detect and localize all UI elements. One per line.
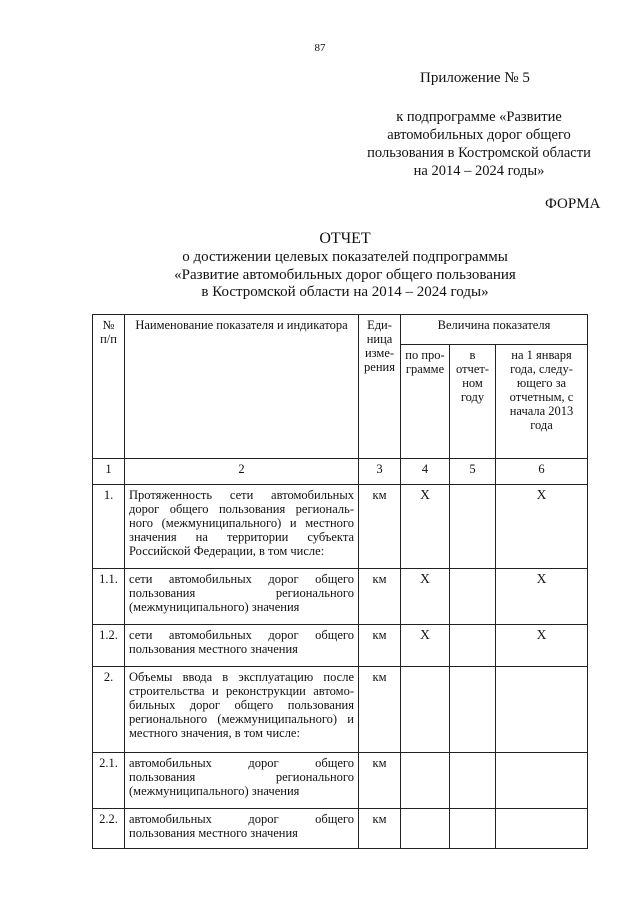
row-in-period [450,569,496,625]
column-number: 6 [496,459,588,485]
header-num: № п/п [93,315,125,459]
header-by-program: по про-грамме [401,345,450,459]
row-in-period [450,809,496,849]
row-in-period [450,625,496,667]
column-number: 5 [450,459,496,485]
column-number: 4 [401,459,450,485]
row-on-jan1 [496,809,588,849]
row-name: автомобильных дорог общего пользования местного значения [125,809,359,849]
row-in-period [450,485,496,569]
report-subtitle [0,249,640,302]
row-unit: км [359,569,401,625]
table-row [93,667,588,753]
row-on-jan1: X [496,485,588,569]
row-by-program: X [401,485,450,569]
header-on-jan1: на 1 января года, следу-ющего за отчетным, с начала 2013 года [496,345,588,459]
row-name: сети автомобильных дорог общего пользования регионального (межмуниципального) значения [125,569,359,625]
column-number: 1 [93,459,125,485]
row-unit: км [359,753,401,809]
row-num: 2.1. [93,753,125,809]
row-by-program [401,753,450,809]
report-subtitle-line: о достижении целевых показателей подпрограммы [182,249,508,265]
row-num: 1. [93,485,125,569]
row-unit: км [359,809,401,849]
page-number: 87 [314,42,326,54]
header-unit: Еди-ница изме-рения [359,315,401,459]
row-on-jan1 [496,667,588,753]
form-label: ФОРМА [545,196,601,212]
appendix-subtitle [340,108,618,180]
row-name: Протяженность сети автомобильных дорог общего пользования региональ-ного (межмуниципального) и местного значения на территории субъекта Российской Федерации, в том числе: [125,485,359,569]
row-in-period [450,667,496,753]
row-unit: км [359,625,401,667]
row-in-period [450,753,496,809]
table-row [93,753,588,809]
header-in-period: в отчет-ном году [450,345,496,459]
row-name: Объемы ввода в эксплуатацию после строительства и реконструкции автомо-бильных дорог общего пользования регионального (межмуниципального) и местного значения, в том числе: [125,667,359,753]
report-subtitle-line: в Костромской области на 2014 – 2024 годы» [201,284,489,300]
row-num: 2. [93,667,125,753]
report-subtitle-line: «Развитие автомобильных дорог общего пользования [174,266,516,283]
row-by-program: X [401,569,450,625]
row-by-program: X [401,625,450,667]
row-on-jan1: X [496,625,588,667]
row-by-program [401,809,450,849]
report-table [92,314,588,849]
subtitle-line: к подпрограмме «Развитие [396,109,562,125]
appendix-label: Приложение № 5 [420,70,530,86]
row-on-jan1: X [496,569,588,625]
column-number: 3 [359,459,401,485]
row-unit: км [359,667,401,753]
subtitle-line: пользования в Костромской области [367,145,591,161]
row-num: 1.2. [93,625,125,667]
row-unit: км [359,485,401,569]
row-name: сети автомобильных дорог общего пользования местного значения [125,625,359,667]
row-on-jan1 [496,753,588,809]
header-name: Наименование показателя и индикатора [125,315,359,459]
row-num: 2.2. [93,809,125,849]
table-row [93,809,588,849]
column-number: 2 [125,459,359,485]
report-title: ОТЧЕТ [319,230,371,247]
header-value-group: Величина показателя [401,315,588,345]
table-row [93,625,588,667]
table-row [93,485,588,569]
row-name: автомобильных дорог общего пользования регионального (межмуниципального) значения [125,753,359,809]
row-num: 1.1. [93,569,125,625]
table-row [93,569,588,625]
subtitle-line: на 2014 – 2024 годы» [413,163,545,179]
row-by-program [401,667,450,753]
subtitle-line: автомобильных дорог общего [387,127,571,143]
